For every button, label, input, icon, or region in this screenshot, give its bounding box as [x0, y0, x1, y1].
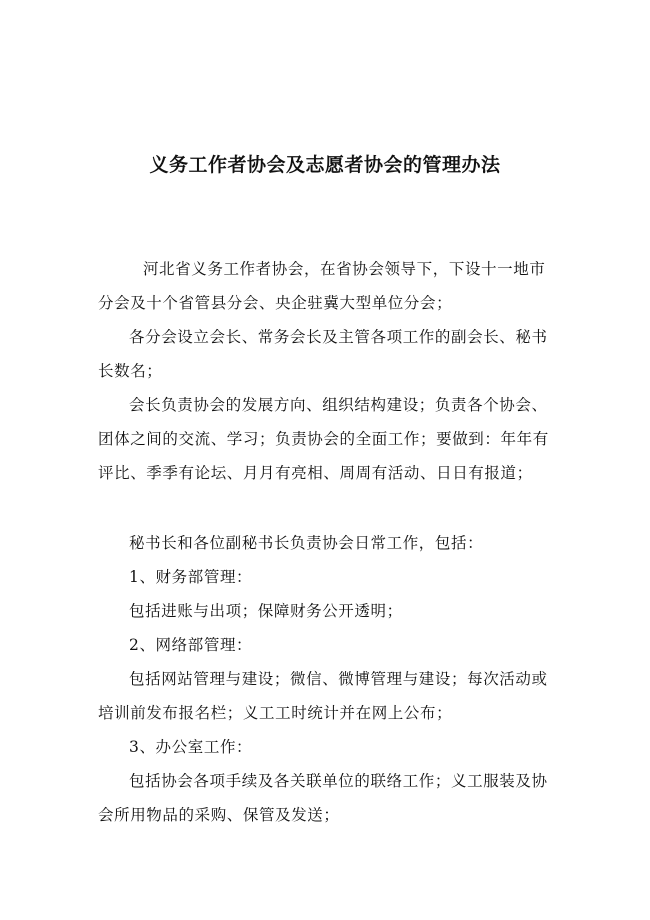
- section-heading-finance: 1、财务部管理：: [129, 568, 253, 586]
- paragraph-gap: [98, 490, 554, 526]
- paragraph-network: 包括网站管理与建设；微信、微博管理与建设；每次活动或培训前发布报名栏；义工工时统计并在网上公布；: [98, 670, 548, 722]
- paragraph-finance: 包括进账与出项；保障财务公开透明；: [129, 602, 403, 620]
- paragraph-secretary-duties: 秘书长和各位副秘书长负责协会日常工作，包括：: [129, 534, 484, 552]
- document-body: [98, 252, 554, 832]
- document-title: 义务工作者协会及志愿者协会的管理办法: [149, 154, 501, 176]
- section-heading-network: 2、网络部管理：: [129, 636, 253, 654]
- section-heading-office: 3、办公室工作：: [129, 738, 253, 756]
- paragraph-office: 包括协会各项手续及各关联单位的联络工作；义工服装及协会所用物品的采购、保管及发送；: [98, 772, 548, 824]
- paragraph-branch-officers: 各分会设立会长、常务会长及主管各项工作的副会长、秘书长数名；: [98, 328, 548, 380]
- paragraph-president-duties: 会长负责协会的发展方向、组织结构建设；负责各个协会、团体之间的交流、学习；负责协会的全面工作；要做到：年年有评比、季季有论坛、月月有亮相、周周有活动、日日有报道；: [98, 396, 549, 482]
- paragraph-intro: 河北省义务工作者协会，在省协会领导下，下设十一地市分会及十个省管县分会、央企驻冀大型单位分会；: [98, 260, 546, 312]
